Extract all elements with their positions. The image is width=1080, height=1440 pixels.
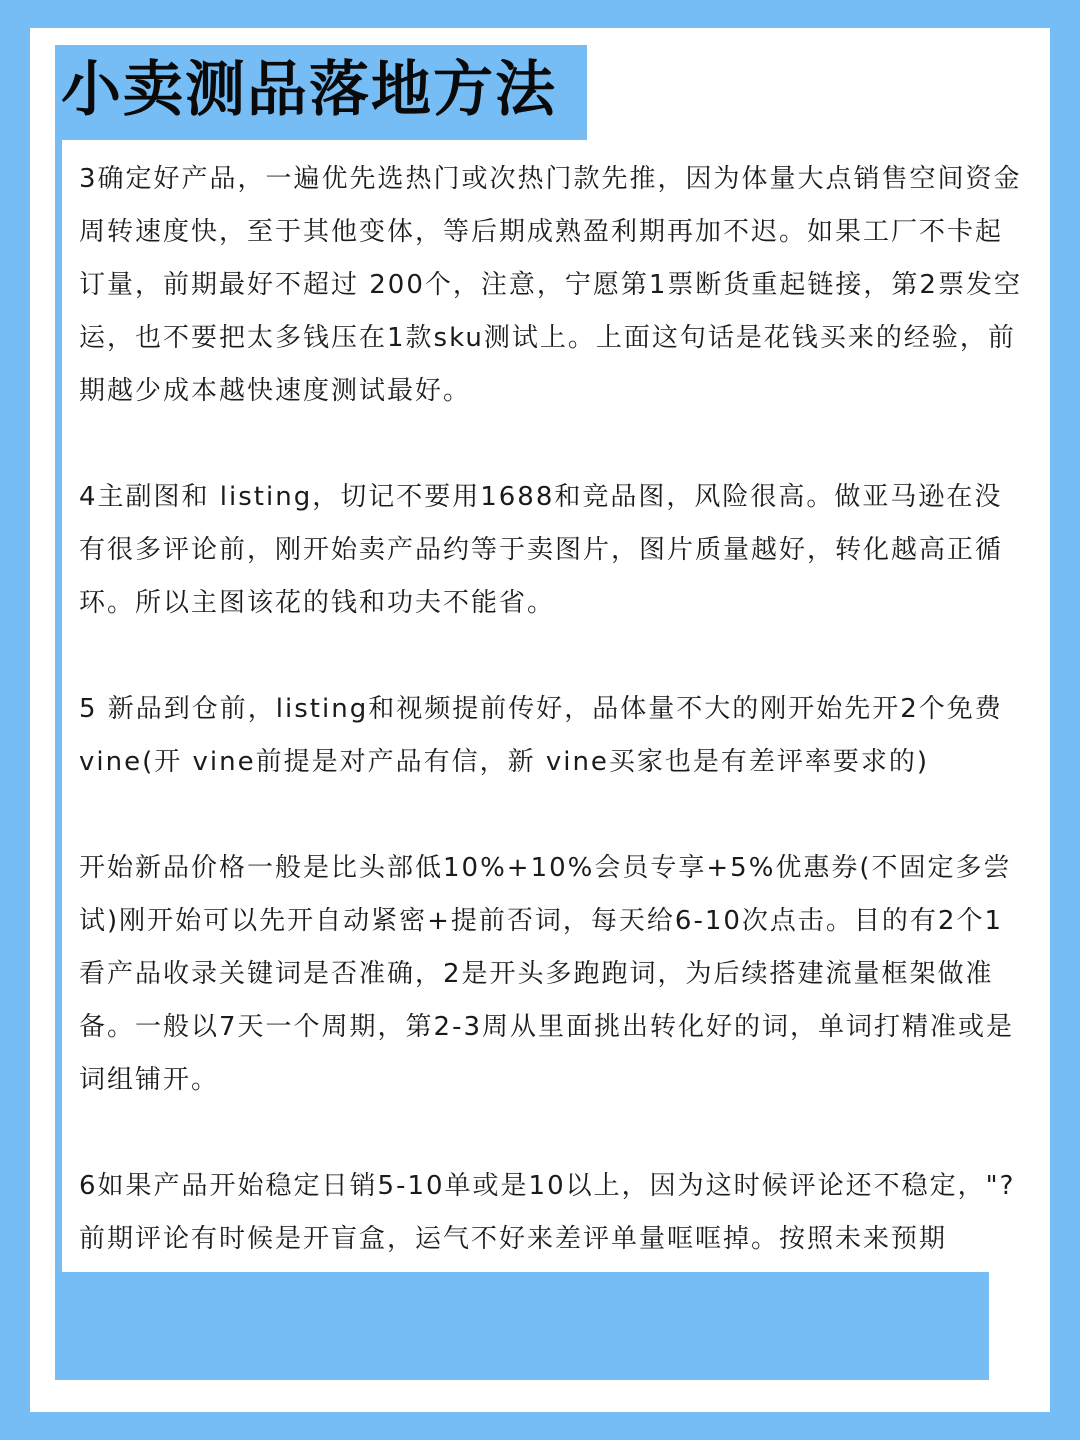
article-body	[79, 153, 1024, 1265]
paragraph-step-3: 3确定好产品，一遍优先选热门或次热门款先推，因为体量大点销售空间资金周转速度快，至于其他变体，等后期成熟盈利期再加不迟。如果工厂不卡起订量，前期最好不超过 200个，注意，宁愿第1票断货重起链接，第2票发空运，也不要把太多钱压在1款sku测试上。上面这句话是花钱买来的经验，前期越少成本越快速度测试最好。	[79, 164, 1022, 406]
left-accent-strip	[55, 140, 62, 1272]
paragraph-step-4: 4主副图和 listing，切记不要用1688和竞品图，风险很高。做亚马逊在没有很多评论前，刚开始卖产品约等于卖图片，图片质量越好，转化越高正循环。所以主图该花的钱和功夫不能省。	[79, 482, 1004, 618]
title-banner	[55, 45, 587, 140]
paragraph-pricing: 开始新品价格一般是比头部低10%+10%会员专享+5%优惠券(不固定多尝试)刚开始可以先开自动紧密+提前否词，每天给6-10次点击。目的有2个1看产品收录关键词是否准确，2是开头多跑跑词，为后续搭建流量框架做准备。一般以7天一个周期，第2-3周从里面挑出转化好的词，单词打精准或是词组铺开。	[79, 853, 1015, 1095]
paragraph-step-6: 6如果产品开始稳定日销5-10单或是10以上，因为这时候评论还不稳定，"?前期评论有时候是开盲盒，运气不好来差评单量哐哐掉。按照未来预期	[79, 1171, 1016, 1254]
page-title: 小卖测品落地方法	[61, 55, 557, 125]
bottom-accent-block	[55, 1272, 989, 1380]
paragraph-step-5: 5 新品到仓前，listing和视频提前传好，品体量不大的刚开始先开2个免费 vine(开 vine前提是对产品有信，新 vine买家也是有差评率要求的)	[79, 694, 1003, 777]
